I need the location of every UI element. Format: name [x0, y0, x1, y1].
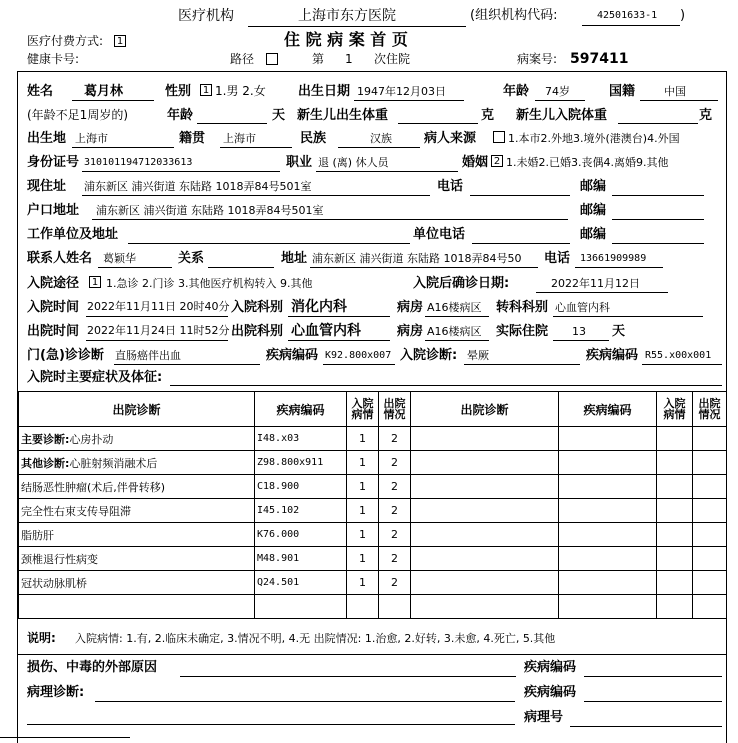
admit-diag: 晕厥 — [467, 349, 489, 362]
diag-code[interactable]: K76.000 — [255, 523, 347, 547]
diag-name[interactable]: 冠状动脉肌桥 — [19, 571, 255, 595]
diag-code[interactable]: M48.901 — [255, 547, 347, 571]
table-row — [19, 475, 727, 499]
note-text: 入院病情: 1.有, 2.临床未确定, 3.情况不明, 4.无 出院情况: 1.治愈, 2.好转, 3.未愈, 4.死亡, 5.其他 — [75, 632, 556, 645]
confirm-label: 入院后确诊日期: — [413, 276, 510, 291]
header-out-2: 出院 情况 — [693, 392, 727, 427]
diag-out[interactable]: 2 — [379, 523, 411, 547]
table-row — [19, 427, 727, 451]
age-value: 74岁 — [545, 85, 570, 98]
source-label: 病人来源 — [424, 131, 477, 146]
newborn-admit-weight-label: 新生儿入院体重 — [516, 108, 608, 123]
disease-code-label: 疾病编码 — [266, 348, 319, 363]
native-value: 上海市 — [223, 132, 256, 145]
diag-code[interactable]: I45.102 — [255, 499, 347, 523]
address-value: 浦东新区 浦兴街道 东陆路 1018弄84号501室 — [84, 180, 312, 193]
id-number: 310101194712033613 — [84, 157, 193, 168]
infant-day-label: 天 — [272, 108, 286, 123]
org-code: 42501633-1 — [597, 10, 658, 21]
header-code-2: 疾病编码 — [559, 392, 657, 427]
contact-addr-label: 地址 — [281, 251, 308, 266]
diag-name[interactable]: 结肠恶性肿瘤(术后,伴骨转移) — [19, 475, 255, 499]
record-no: 597411 — [570, 51, 629, 67]
postcode-label: 邮编 — [580, 179, 607, 194]
route-options: 1.急诊 2.门诊 3.其他医疗机构转入 9.其他 — [106, 277, 313, 290]
hospital-name: 上海市东方医院 — [298, 8, 396, 24]
patient-name: 葛月林 — [84, 84, 124, 99]
native-label: 籍贯 — [179, 131, 206, 146]
diag-admit[interactable]: 1 — [347, 427, 379, 451]
record-no-label: 病案号: — [517, 52, 558, 66]
newborn-weight-label: 新生儿出生体重 — [297, 108, 389, 123]
diag-admit[interactable]: 1 — [347, 499, 379, 523]
pathology-label: 病理诊断: — [27, 685, 85, 700]
table-row — [19, 499, 727, 523]
work-phone-label: 单位电话 — [413, 227, 466, 242]
diag-name[interactable]: 颈椎退行性病变 — [19, 547, 255, 571]
diag-admit[interactable]: 1 — [347, 547, 379, 571]
stay-label: 实际住院 — [496, 324, 549, 339]
source-options: 1.本市2.外地3.境外(港澳台)4.外国 — [508, 132, 680, 145]
diag-admit[interactable]: 1 — [347, 475, 379, 499]
diag-name[interactable]: 主要诊断:心房扑动 — [19, 427, 255, 451]
discharge-time-label: 出院时间 — [27, 324, 80, 339]
diag-code[interactable]: C18.900 — [255, 475, 347, 499]
postcode-label-3: 邮编 — [580, 227, 607, 242]
confirm-date: 2022年11月12日 — [551, 277, 640, 290]
admit-code: R55.x00x001 — [645, 350, 712, 361]
pathology-code-label: 疾病编码 — [524, 685, 577, 700]
route-box[interactable]: 1 — [89, 276, 101, 288]
ward-label-2: 病房 — [397, 324, 424, 339]
org-code-close: ) — [680, 8, 686, 23]
ethnicity-label: 民族 — [300, 131, 327, 146]
work-label: 工作单位及地址 — [27, 227, 119, 242]
gram-label: 克 — [481, 108, 495, 123]
contact-phone-label: 电话 — [544, 251, 571, 266]
header-admit-2: 入院 病情 — [657, 392, 693, 427]
contact-phone: 13661909989 — [580, 253, 647, 264]
job-label: 职业 — [286, 155, 313, 170]
hukou-value: 浦东新区 浦兴街道 东陆路 1018弄84号501室 — [96, 204, 324, 217]
injury-code-label: 疾病编码 — [524, 660, 577, 675]
sex-label: 性别 — [165, 84, 192, 99]
contact-name: 葛颖华 — [103, 252, 136, 265]
outpatient-code: K92.800x007 — [325, 350, 392, 361]
postcode-label-2: 邮编 — [580, 203, 607, 218]
transfer-dept: 心血管内科 — [555, 301, 610, 314]
age-label: 年龄 — [503, 84, 530, 99]
note-label: 说明: — [27, 631, 56, 645]
payment-box[interactable]: 1 — [114, 35, 126, 47]
table-row — [19, 571, 727, 595]
marriage-label: 婚姻 — [462, 155, 489, 170]
pathway-label: 路径 — [230, 52, 255, 66]
contact-addr: 浦东新区 浦兴街道 东陆路 1018弄84号50 — [312, 252, 522, 265]
admit-dept-label: 入院科别 — [231, 300, 284, 315]
disease-code-label-2: 疾病编码 — [586, 348, 639, 363]
id-label: 身份证号 — [27, 155, 80, 170]
table-row — [19, 523, 727, 547]
job-value: 退 (离) 休人员 — [318, 156, 389, 169]
diagnosis-table — [18, 391, 727, 619]
diag-out[interactable]: 2 — [379, 547, 411, 571]
route-label: 入院途径 — [27, 276, 80, 291]
marriage-box[interactable]: 2 — [491, 155, 503, 167]
visit-count: 1 — [345, 52, 353, 66]
injury-label: 损伤、中毒的外部原因 — [27, 660, 158, 675]
phone-label: 电话 — [437, 179, 464, 194]
diag-name[interactable]: 脂肪肝 — [19, 523, 255, 547]
gram-label-2: 克 — [699, 108, 713, 123]
ward-label: 病房 — [397, 300, 424, 315]
nationality-label: 国籍 — [609, 84, 636, 99]
admit-diag-label: 入院诊断: — [400, 348, 458, 363]
source-box[interactable] — [493, 131, 505, 143]
header-admit: 入院 病情 — [347, 392, 379, 427]
diag-admit[interactable]: 1 — [347, 571, 379, 595]
birth-label: 出生日期 — [298, 84, 351, 99]
stay-days: 13 — [572, 325, 586, 338]
diag-out[interactable]: 2 — [379, 451, 411, 475]
transfer-label: 转科科别 — [496, 300, 549, 315]
diag-name[interactable]: 其他诊断:心脏射频消融术后 — [19, 451, 255, 475]
payment-label: 医疗付费方式: — [27, 34, 104, 48]
discharge-dept-label: 出院科别 — [231, 324, 284, 339]
diag-admit[interactable]: 1 — [347, 451, 379, 475]
table-row — [19, 595, 727, 619]
visit-prefix: 第 — [312, 52, 325, 66]
table-header-row — [19, 392, 727, 427]
table-row — [19, 451, 727, 475]
diag-out[interactable]: 2 — [379, 499, 411, 523]
sex-options: 1.男 2.女 — [215, 84, 266, 98]
admit-dept: 消化内科 — [291, 299, 347, 315]
symptom-label: 入院时主要症状及体征: — [27, 370, 163, 385]
diag-out[interactable]: 2 — [379, 571, 411, 595]
pathology-no-label: 病理号 — [524, 710, 564, 725]
table-row — [19, 547, 727, 571]
stay-unit: 天 — [612, 324, 626, 339]
diag-out[interactable]: 2 — [379, 475, 411, 499]
sex-box[interactable]: 1 — [200, 84, 212, 96]
infant-age-label: (年龄不足1周岁的) — [27, 108, 128, 122]
visit-suffix: 次住院 — [374, 52, 411, 66]
header-diag: 出院诊断 — [19, 392, 255, 427]
admit-ward: A16楼病区 — [427, 301, 482, 314]
header-diag-2: 出院诊断 — [411, 392, 559, 427]
birth-date: 1947年12月03日 — [357, 85, 446, 98]
diag-code[interactable]: Z98.800x911 — [255, 451, 347, 475]
ethnicity-value: 汉族 — [370, 132, 392, 145]
health-card-label: 健康卡号: — [27, 52, 80, 66]
pathway-checkbox[interactable] — [266, 53, 278, 65]
diag-admit[interactable]: 1 — [347, 523, 379, 547]
header-code: 疾病编码 — [255, 392, 347, 427]
infant-age-unit: 年龄 — [167, 108, 194, 123]
birthplace-value: 上海市 — [75, 132, 108, 145]
institution-label: 医疗机构 — [178, 8, 234, 24]
outpatient-label: 门(急)诊诊断 — [27, 348, 104, 363]
org-code-label: (组织机构代码: — [470, 8, 558, 23]
diag-out[interactable]: 2 — [379, 427, 411, 451]
marriage-options: 1.未婚2.已婚3.丧偶4.离婚9.其他 — [506, 156, 669, 169]
diag-name[interactable]: 完全性右束支传导阻滞 — [19, 499, 255, 523]
discharge-time: 2022年11月24日 11时52分 — [87, 324, 230, 337]
hukou-label: 户口地址 — [27, 203, 80, 218]
discharge-ward: A16楼病区 — [427, 325, 482, 338]
admit-time-label: 入院时间 — [27, 300, 80, 315]
address-label: 现住址 — [27, 179, 67, 194]
form-title: 住 院 病 案 首 页 — [284, 30, 408, 49]
contact-label: 联系人姓名 — [27, 251, 93, 266]
nationality-value: 中国 — [664, 85, 686, 98]
discharge-dept: 心血管内科 — [291, 323, 361, 339]
diag-code[interactable]: Q24.501 — [255, 571, 347, 595]
header-out: 出院 情况 — [379, 392, 411, 427]
birthplace-label: 出生地 — [27, 131, 67, 146]
diag-code[interactable]: I48.x03 — [255, 427, 347, 451]
admit-time: 2022年11月11日 20时40分 — [87, 300, 230, 313]
relation-label: 关系 — [178, 251, 205, 266]
name-label: 姓名 — [27, 84, 54, 99]
outpatient-diag: 直肠癌伴出血 — [115, 349, 181, 362]
